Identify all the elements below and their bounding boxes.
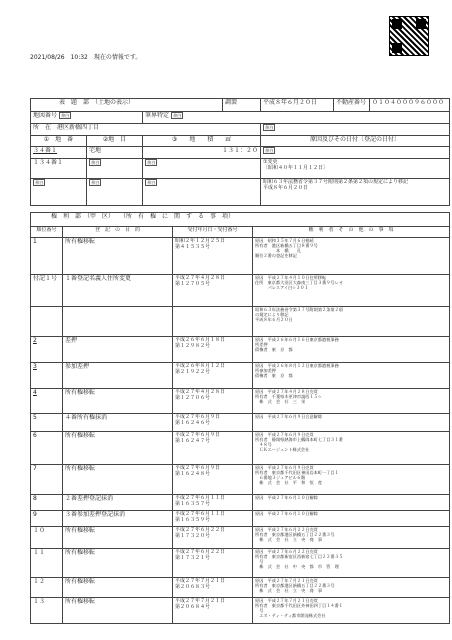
detail-line: 株 式 会 社 中 央 都 市 管 理 — [255, 564, 339, 569]
receipt-date: 昭和２年１２月２５日 — [175, 238, 226, 244]
rank-number: 2 — [33, 337, 37, 344]
detail-line: 株 式 会 社 立 央 商 事 — [255, 537, 323, 542]
receipt-number: 第１２７０５号 — [175, 281, 211, 287]
table-row — [31, 414, 450, 432]
receipt-date: 平成２７年６月１１日 — [175, 511, 226, 517]
table-row — [31, 363, 450, 389]
table-row — [31, 549, 450, 578]
blank-tag: 余白 — [265, 148, 274, 153]
rank-number: 7 — [33, 465, 37, 472]
registration-purpose: 所有権移転 — [65, 389, 96, 396]
table-row — [31, 495, 450, 511]
section-title: 表 題 部 （土地の表示） — [31, 99, 223, 112]
col-cause: 原因及びその日付〔登記の日付〕 — [261, 136, 450, 147]
receipt-date: 平成２７年４月２８日 — [175, 275, 226, 281]
detail-line: 原因 平成２７年６月２２日売買 — [255, 527, 318, 532]
registration-purpose: １番登記名義人住所変更 — [65, 275, 132, 282]
receipt-date: 平成２６年６月１８日 — [175, 337, 226, 343]
blank-tag: 余白 — [265, 125, 274, 130]
table-row — [31, 275, 450, 307]
detail-line: 原因 平成２７年６月９日合意解除 — [255, 414, 323, 419]
col-details: 権 利 者 そ の 他 の 事 項 — [253, 227, 450, 238]
receipt-date: 平成２７年７月２１日 — [175, 598, 226, 604]
receipt-number: 第１２７０６号 — [175, 395, 211, 401]
detail-line: 債権者 東 京 都 — [255, 347, 293, 352]
receipt-date: 平成２７年７月２１日 — [175, 578, 226, 584]
lot-number: ３４番１ — [31, 147, 87, 159]
detail-line: 住所 東京都大田区大森南三丁目３番９号レオ — [255, 280, 343, 285]
receipt-date: 平成２７年４月２８日 — [175, 389, 226, 395]
cause-change-date: 〔昭和４０年１１月１２日〕 — [263, 165, 329, 171]
receipt-number: 第１６２４６号 — [175, 420, 211, 426]
receipt-number: 第２０６８３号 — [175, 584, 211, 590]
detail-line: エヌ・ティ・ティ都市開発株式会社 — [255, 613, 326, 618]
detail-line: 号 — [255, 608, 264, 613]
detail-line: パレスアイ白☆３０１ — [255, 285, 309, 290]
qr-code-icon — [389, 16, 429, 56]
detail-line: 所有者 東京都千代田区外神田四丁目１４番１ — [255, 603, 343, 608]
receipt-date: 平成２７年６月１１日 — [175, 495, 226, 501]
location-label: 所 在 — [33, 124, 52, 131]
detail-line: 所有者 港区新橋五丁目８番９号 — [255, 243, 318, 248]
detail-line: 株 式 会 社 平 和 恒 産 — [255, 480, 323, 485]
detail-line: 所有者 静岡県熱海市上鶴岡本町七丁目３１番 — [255, 437, 343, 442]
detail-line: 原因 平成２７年６月２２日売買 — [255, 549, 318, 554]
detail-line: 平成８年６月２０日 — [255, 317, 293, 322]
detail-line: 所有者 東京都千代田区神田岩本町一丁目１ — [255, 470, 339, 475]
col-receipt: 受付年月日・受付番号 — [173, 227, 253, 238]
table-row — [31, 578, 450, 598]
blank-tag: 余白 — [172, 113, 182, 118]
detail-line: ４８号 — [255, 442, 272, 447]
detail-line: 債権者 東 京 都 — [255, 373, 293, 378]
receipt-number: 第２０６８４号 — [175, 604, 211, 610]
col-rank: 順位番号 — [31, 227, 63, 238]
rank-number: １２ — [33, 578, 46, 585]
registration-purpose: ３番参加差押登記抹消 — [65, 511, 126, 518]
detail-line: 原因 平成２７年６月９日売買 — [255, 432, 314, 437]
rights-title: 権 利 部 （甲 区） （所 有 権 に 関 す る 事 項） — [31, 213, 450, 227]
detail-line: 所差押 — [255, 342, 268, 347]
blank-tag: 余白 — [91, 180, 100, 185]
registration-purpose: 所有権移転 — [65, 465, 96, 472]
rights-body — [31, 238, 450, 624]
rank-number: 3 — [33, 363, 37, 370]
blank-tag: 余白 — [60, 113, 70, 118]
land-type: 宅地 — [87, 147, 143, 159]
detail-line: 原因 平成２６年６月１６日東京都港税事務 — [255, 337, 339, 342]
detail-line: 昭和６３年法務省令第３７号附則第２条第２項 — [255, 307, 343, 312]
table-row — [31, 598, 450, 624]
receipt-date: 平成２７年６月９日 — [175, 465, 221, 471]
registration-purpose: 所有権移転 — [65, 578, 96, 585]
table-row — [31, 337, 450, 363]
lot-number-2: １３４番１ — [31, 159, 87, 179]
title-section-table — [30, 98, 450, 206]
rank-number: 8 — [33, 495, 37, 502]
rank-number: 4 — [33, 389, 37, 396]
table-row — [31, 307, 450, 337]
detail-line: 原因 平成２７年７月２１日売買 — [255, 598, 318, 603]
table-row — [31, 511, 450, 527]
detail-line: 原因 平成２７年４月１０日住所移転 — [255, 275, 327, 280]
detail-line: 原因 平成２７年４月２８日売買 — [255, 389, 318, 394]
detail-line: 株 式 会 社 立 央 商 事 — [255, 588, 323, 593]
detail-line: ＣＫエージェント株式会社 — [255, 447, 310, 452]
registration-purpose: 参加差押 — [65, 363, 90, 370]
retrieval-datetime: 2021/08/26 10:32 現在の情報です。 — [30, 54, 142, 61]
detail-line: 所有者 東京都新宿区西新宿七丁目２２番３５ — [255, 554, 343, 559]
receipt-date: 平成２７年６月９日 — [175, 414, 221, 420]
receipt-number: 第１６２４８号 — [175, 471, 211, 477]
location-value: 港区新橋四丁目 — [57, 124, 100, 131]
realty-no: ０１０４０００９６０００ — [370, 99, 450, 112]
table-row — [31, 527, 450, 549]
col-purpose: 登 記 の 目 的 — [63, 227, 173, 238]
detail-line: 所参加差押 — [255, 368, 276, 373]
receipt-date: 平成２７年６月２２日 — [175, 549, 226, 555]
receipt-number: 第４１５３５号 — [175, 244, 211, 250]
detail-line: 所有者 千葉県木更津市請西１５☆ — [255, 394, 322, 399]
detail-line: 原因 平成２６年８月１２日東京都港税事務 — [255, 363, 339, 368]
rank-number: １３ — [33, 598, 46, 605]
prepared-date: 平成８年６月２０日 — [261, 99, 334, 112]
detail-line: 株 式 会 社 三 栄 — [255, 399, 306, 404]
rank-number: １１ — [33, 549, 46, 556]
detail-line: 号 — [255, 559, 264, 564]
registration-purpose: 所有権移転 — [65, 527, 96, 534]
blank-tag: 余白 — [91, 160, 100, 165]
detail-line: の規定により移記 — [255, 312, 289, 317]
detail-line: 原因 平成２７年６月１０日解除 — [255, 511, 318, 516]
rank-number: 5 — [33, 414, 37, 421]
blank-tag: 余白 — [147, 160, 156, 165]
detail-line: 所有者 東京都港区新橋五丁目２２番３号 — [255, 583, 335, 588]
detail-line: ６番地３ジュアビル６階 — [255, 475, 306, 480]
table-row — [31, 465, 450, 495]
registration-purpose: 所有権移転 — [65, 432, 96, 439]
receipt-number: 第１２９８２号 — [175, 343, 211, 349]
rank-number: 9 — [33, 511, 37, 518]
rights-section-table — [30, 212, 450, 624]
receipt-number: 第２１９２２号 — [175, 369, 211, 375]
detail-line: 順位２番の登記を移記 — [255, 253, 297, 258]
table-row — [31, 389, 450, 414]
receipt-number: 第１６３５９号 — [175, 517, 211, 523]
land-area: １３１：２０ — [143, 147, 261, 159]
transfer-date: 平成８年６月２０日 — [263, 185, 309, 191]
realty-no-label: 不動産番号 — [334, 99, 370, 112]
registration-purpose: 所有権移転 — [65, 598, 96, 605]
rank-number: 1 — [33, 238, 37, 245]
receipt-number: 第１６２４７号 — [175, 438, 211, 444]
col-area: ③ 地 積 ㎡ — [143, 136, 261, 147]
rank-number: 6 — [33, 432, 37, 439]
blank-tag: 余白 — [147, 180, 156, 185]
cause-change: ①変更 — [263, 159, 278, 165]
receipt-number: 第１７３２０号 — [175, 533, 211, 539]
prepared-label: 調製 — [223, 99, 261, 112]
registration-purpose: 所有権移転 — [65, 238, 96, 245]
transfer-note: 昭和６３年法務省令第３７号附則第２条第２項の規定により移記 — [263, 179, 409, 185]
registration-purpose: ４番所有権抹消 — [65, 414, 108, 421]
registration-purpose: 差押 — [65, 337, 78, 344]
rank-number: １０ — [33, 527, 46, 534]
receipt-date: 平成２６年８月１２日 — [175, 363, 226, 369]
receipt-number: 第１７３２１号 — [175, 555, 211, 561]
detail-line: 原因 平成２７年７月２１日売買 — [255, 578, 318, 583]
receipt-date: 平成２７年６月２２日 — [175, 527, 226, 533]
col-type: ②地 目 — [87, 136, 143, 147]
map-no-label: 地図番号 — [33, 112, 58, 119]
detail-line: 原因 平成２７年６月１０日解除 — [255, 495, 318, 500]
rank-number: 付記１号 — [33, 275, 58, 282]
detail-line: 本 橋 孔 — [255, 248, 302, 253]
detail-line: 原因 昭和３５年７月６日相続 — [255, 238, 314, 243]
detail-line: 所有者 東京都港区新橋五丁目２２番３号 — [255, 532, 335, 537]
table-row — [31, 238, 450, 275]
receipt-number: 第１６３５７号 — [175, 501, 211, 507]
registration-purpose: ２番差押登記抹消 — [65, 495, 114, 502]
table-row — [31, 432, 450, 465]
border-label: 筆界特定 — [145, 112, 170, 119]
blank-tag: 余白 — [35, 180, 44, 185]
detail-line: 原因 平成２７年６月９日売買 — [255, 465, 314, 470]
registration-purpose: 所有権移転 — [65, 549, 96, 556]
receipt-date: 平成２７年６月９日 — [175, 432, 221, 438]
col-lot: ① 地 番 — [31, 136, 87, 147]
